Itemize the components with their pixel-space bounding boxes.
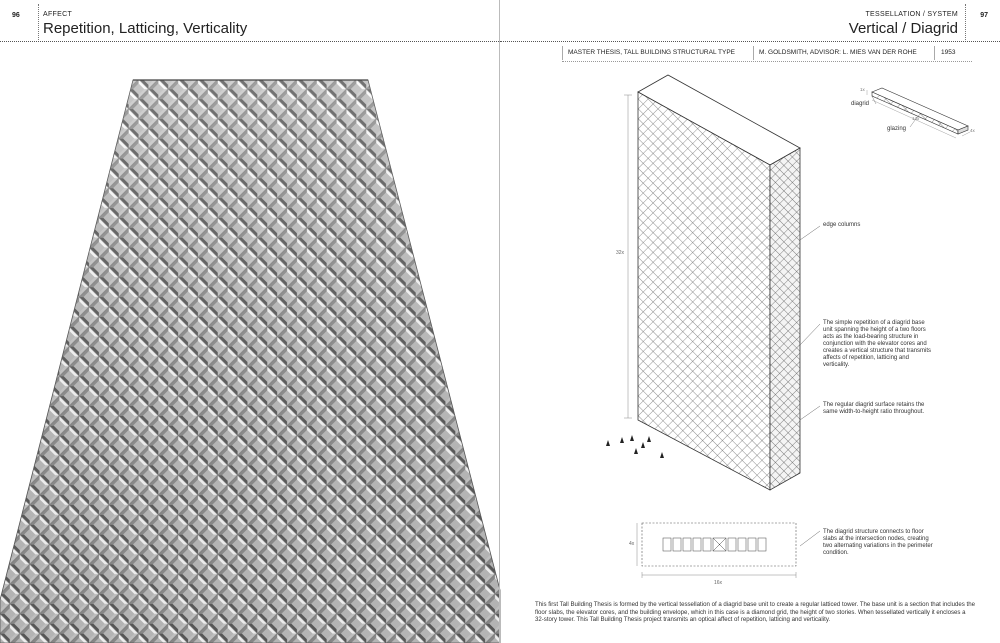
note-repetition: The simple repetition of a diagrid base unit spanning the height of a two floors acts as the load-bearing structure in conjunction with the elevator cores and creates a vertical structure that transmits affects of repetition, latticing and verticality. [823,320,932,368]
plan-core-modules [663,538,766,551]
note-surface: The regular diagrid surface retains the same width-to-height ratio throughout. [823,402,925,415]
detail-height-dimension: 1x [860,87,865,92]
figure-caption: This first Tall Building Thesis is formed by the vertical tessellation of a diagrid base unit to create a regular latticed tower. The base unit is a section that includes the floor slabs, the elevator cores, and the building envelope, which in this case is a diamond grid, the height of two stories. When tessellated vertically it encloses a 32-story tower. This Tall Building Thesis project transmits an optical affect of repetition, latticing and verticality. [535,601,975,624]
page-number-right: 97 [980,12,988,19]
plan-width-dimension: 16x [714,580,723,586]
plan-depth-dimension: 4x [629,541,635,547]
label-diagrid: diagrid [851,101,870,107]
page-number-left: 96 [12,12,20,19]
right-page [500,0,1000,643]
detail-depth-dimension: 4x [970,128,975,133]
note-connection: The diagrid structure connects to floor slabs at the intersection nodes, creating two alternating variations in the perimeter condition. [823,529,933,556]
meta-year: 1953 [941,49,956,56]
page-title-right: Vertical / Diagrid [848,20,958,37]
page-title-left: Repetition, Latticing, Verticality [43,20,248,37]
meta-authors: M. GOLDSMITH, ADVISOR: L. MIES VAN DER ROHE [759,49,917,56]
height-dimension: 32x [616,250,625,256]
label-edge-columns: edge columns [823,222,861,228]
chapter-label-left: AFFECT [43,11,73,18]
meta-project: MASTER THESIS, TALL BUILDING STRUCTURAL TYPE [568,49,735,56]
scale-figures [606,435,664,458]
label-glazing: glazing [887,126,907,132]
detail-width-dimension: 14x [912,116,920,121]
chapter-label-right: TESSELLATION / SYSTEM [865,11,958,18]
